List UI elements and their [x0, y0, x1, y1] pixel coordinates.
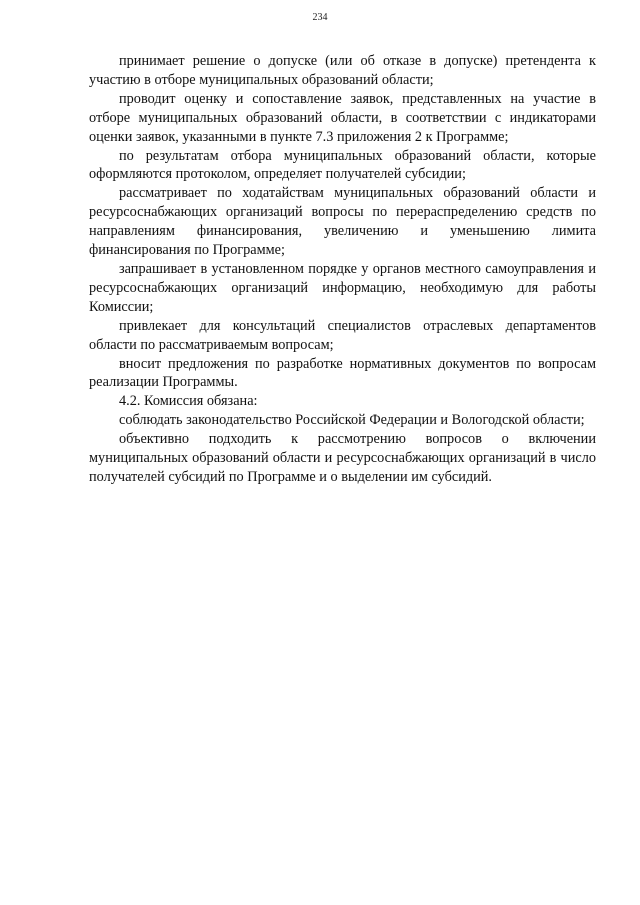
- paragraph-objective-review: объективно подходить к рассмотрению вопросов о включении муниципальных образований области и ресурсоснабжающих организаций в число получателей субсидий по Программе и о выделении им субсидий.: [89, 431, 596, 485]
- paragraph-application-evaluation: проводит оценку и сопоставление заявок, представленных на участие в отборе муниципальных образований области, в соответствии с индикаторами оценки заявок, указанными в пункте 7.3 приложения 2 к Программе;: [89, 90, 596, 145]
- paragraph-information-requests: запрашивает в установленном порядке у органов местного самоуправления и ресурсоснабжающих организаций информацию, необходимую для работы Комиссии;: [89, 260, 596, 315]
- paragraph-subsidy-recipients: по результатам отбора муниципальных образований области, которые оформляются протоколом, определяет получателей субсидии;: [89, 147, 596, 183]
- paragraph-regulatory-proposals: вносит предложения по разработке нормативных документов по вопросам реализации Программы.: [89, 355, 596, 391]
- body-text: [89, 52, 596, 487]
- page-number: 234: [312, 12, 328, 23]
- paragraph-admission-decision: принимает решение о допуске (или об отказе в допуске) претендента к участию в отборе муниципальных образований области;: [89, 53, 596, 88]
- paragraph-specialist-consultations: привлекает для консультаций специалистов отраслевых департаментов области по рассматриваемым вопросам;: [89, 317, 596, 353]
- paragraph-comply-with-law: соблюдать законодательство Российской Федерации и Вологодской области;: [119, 412, 585, 429]
- section-heading-commission-duties: 4.2. Комиссия обязана:: [119, 393, 258, 410]
- paragraph-reallocation-requests: рассматривает по ходатайствам муниципальных образований области и ресурсоснабжающих организаций вопросы по перераспределению средств по направлениям финансирования, увеличению и уменьшению лимита финансирования по Программе;: [89, 185, 596, 259]
